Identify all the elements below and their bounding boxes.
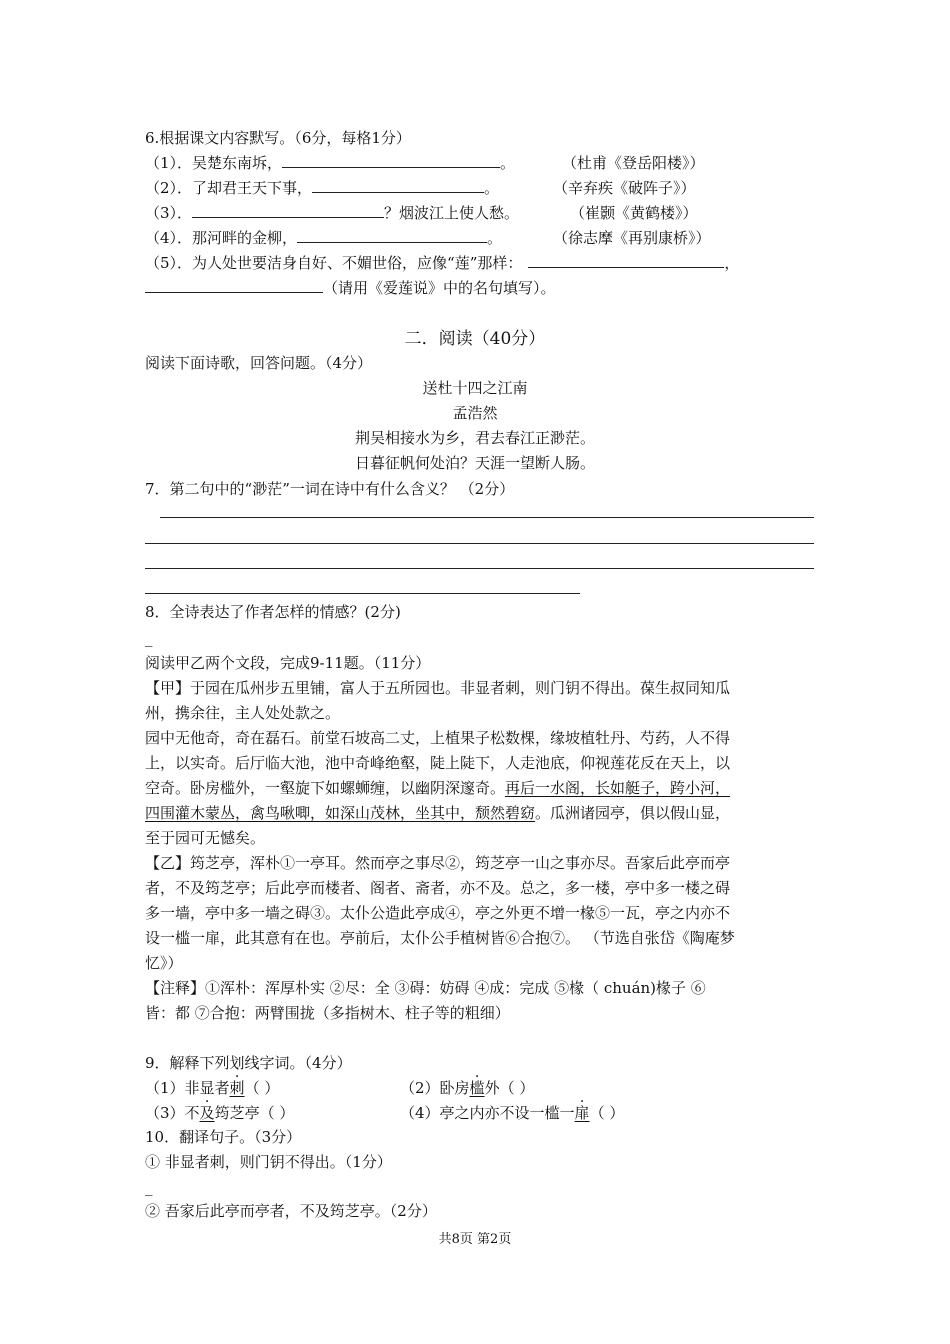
marked-word: 扉 (574, 1104, 590, 1122)
q9-item-2: （2）卧房槛外（ ） (400, 1079, 535, 1097)
fill-blank[interactable] (282, 153, 500, 168)
yi-line: 忆》） (145, 954, 183, 972)
jia-line: 园中无他奇，奇在磊石。前堂石坡高二丈，上植果子松数棵，缘坡植牡丹、芍药，人不得 (145, 729, 731, 747)
page-footer: 共8页 第2页 (438, 1232, 512, 1247)
q7-question: 7．第二句中的“渺茫”一词在诗中有什么含义？ （2分） (145, 480, 515, 498)
jia-line: 上，以实奇。后厅临大池，池中奇峰绝壑，陡上陡下，人走池底，仰视莲花反在天上，以 (145, 754, 731, 772)
answer-blank[interactable]: 外（ ） (484, 1079, 535, 1097)
answer-blank[interactable]: 筠芝亭（ ） (214, 1104, 295, 1122)
q10-sentence-1: ① 非显者刺，则门钥不得出。（1分） (145, 1153, 392, 1171)
poem-line-2: 日暮征帆何处泊？天涯一望断人肠。 (354, 454, 595, 472)
q6-source-1: （杜甫《登岳阳楼》） (562, 154, 705, 172)
answer-line[interactable] (145, 543, 814, 544)
q9-item-4: （4）亭之内亦不设一槛一扉（ ） (400, 1104, 625, 1122)
q6-item-2: （2）．了却君王天下事， 。 (145, 179, 500, 197)
q9-item-3: （3）不及筠芝亭（ ） (145, 1104, 295, 1122)
answer-line[interactable] (145, 568, 814, 569)
q10-sentence-2: ② 吾家后此亭而亭者，不及筠芝亭。（2分） (145, 1202, 437, 1220)
answer-line[interactable] (160, 517, 814, 518)
answer-dash: _ (145, 1178, 153, 1196)
q9-title: 9．解释下列划线字词。（4分） (145, 1054, 352, 1072)
fill-blank[interactable] (192, 203, 384, 218)
jia-line: 空奇。卧房槛外，一壑旋下如螺蛳缠，以幽阴深邃奇。再后一水阁，长如艇子，跨小河， (145, 779, 731, 797)
marked-word: 刺 (229, 1079, 245, 1097)
q6-title: 6.根据课文内容默写。（6分，每格1分） (145, 129, 411, 147)
yi-line: 设一槛一扉，此其意有在也。亭前后，太仆公手植树皆⑥合抱⑦。 （节选自张岱《陶庵梦 (145, 929, 735, 947)
q6-item-5: （5）．为人处世要洁身自好、不媚世俗，应像“莲”那样： ， (145, 254, 740, 272)
jia-line: 州，携余往，主人处处款之。 (145, 704, 341, 722)
notes-line: 【注释】①浑朴：浑厚朴实 ②尽：全 ③碍：妨碍 ④成：完成 ⑤椽（ chuán)椽子 ⑥ (145, 979, 706, 997)
underlined-text: 再后一水阁，长如艇子，跨小河， (505, 779, 731, 797)
marked-word: 及 (199, 1104, 215, 1122)
answer-blank[interactable]: （ ） (589, 1104, 625, 1122)
fill-blank[interactable] (312, 178, 484, 193)
q6-source-2: （辛弃疾《破阵子》） (553, 179, 696, 197)
q6-source-3: （崔颢《黄鹤楼》） (570, 204, 698, 222)
answer-dash: _ (145, 629, 153, 647)
jia-line: 至于园可无憾矣。 (145, 829, 266, 847)
marked-word: 槛 (469, 1079, 485, 1097)
poem-line-1: 荆吴相接水为乡，君去春江正渺茫。 (354, 429, 595, 447)
q8-question: 8．全诗表达了作者怎样的情感？(2分) (145, 603, 401, 621)
yi-line: 多一墙，亭中多一墙之碍③。太仆公造此亭成④，亭之外更不增一椽⑤一瓦，亭之内亦不 (145, 904, 731, 922)
q6-item-4: （4）．那河畔的金柳， 。 (145, 229, 503, 247)
yi-line: 【乙】筠芝亭，浑朴①一亭耳。然而亭之事尽②，筠芝亭一山之事亦尽。吾家后此亭而亭 (145, 854, 731, 872)
q6-source-4: （徐志摩《再别康桥》） (553, 229, 711, 247)
passage-intro: 阅读甲乙两个文段，完成9-11题。（11分） (145, 654, 431, 672)
jia-line: 【甲】于园在瓜州步五里铺，富人于五所园也。非显者刺，则门钥不得出。葆生叔同知瓜 (145, 679, 731, 697)
section-heading: 二．阅读（40分） (404, 329, 546, 349)
fill-blank[interactable] (528, 253, 724, 268)
yi-line: 者，不及筠芝亭；后此亭而楼者、阁者、斋者，亦不及。总之，多一楼，亭中多一楼之碍 (145, 879, 731, 897)
poem-author: 孟浩然 (452, 404, 498, 422)
answer-line[interactable] (145, 593, 580, 594)
answer-blank[interactable]: （ ） (244, 1079, 280, 1097)
q6-item-1: （1）．吴楚东南坼， 。 (145, 154, 516, 172)
poem-intro: 阅读下面诗歌，回答问题。（4分） (145, 354, 373, 372)
q6-item-5-line2: （请用《爱莲说》中的名句填写）。 (145, 278, 556, 298)
q10-title: 10．翻译句子。（3分） (145, 1128, 302, 1146)
poem-title: 送杜十四之江南 (422, 379, 528, 397)
q9-item-1: （1）非显者刺（ ） (145, 1079, 280, 1097)
q6-item-3: （3）． ？烟波江上使人愁。 (145, 204, 520, 222)
fill-blank[interactable] (297, 228, 487, 243)
underlined-text: 四围灌木蒙丛，禽鸟啾唧，如深山茂林，坐其中，颓然碧窈 (145, 804, 536, 822)
fill-blank[interactable] (145, 278, 323, 293)
jia-line: 四围灌木蒙丛，禽鸟啾唧，如深山茂林，坐其中，颓然碧窈。瓜洲诸园亭，俱以假山显， (145, 804, 731, 822)
notes-line: 皆：都 ⑦合抱：两臂围拢（多指树木、柱子等的粗细） (145, 1004, 510, 1022)
